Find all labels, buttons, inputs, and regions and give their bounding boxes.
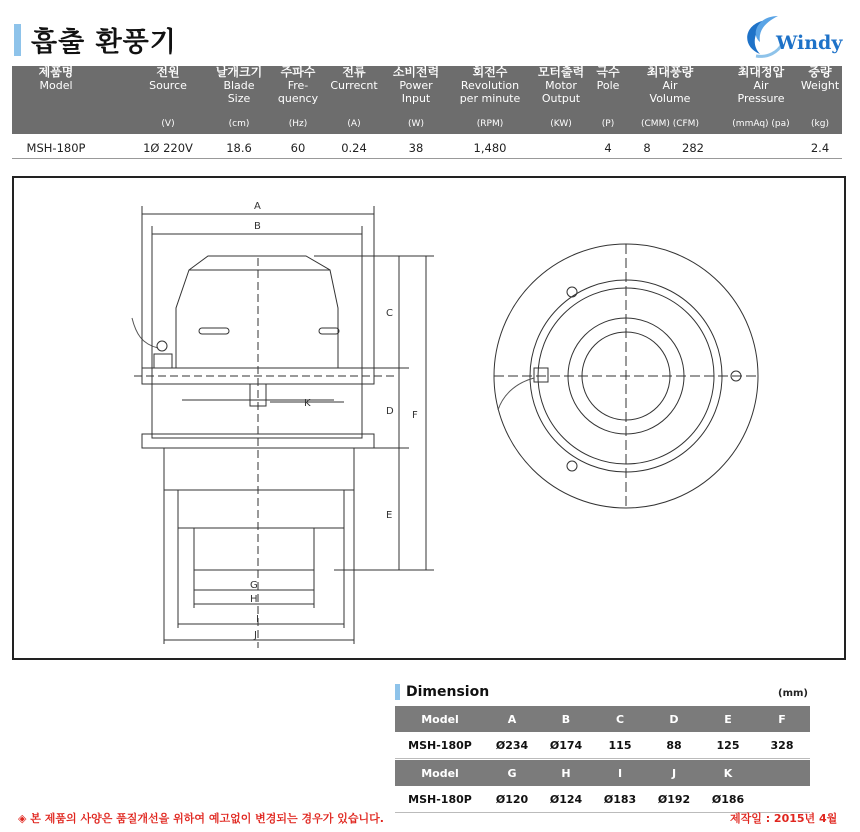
label-f: F bbox=[412, 410, 418, 421]
dim-head-cell: I bbox=[617, 767, 623, 780]
dimension-values-row-1 bbox=[395, 732, 810, 759]
dim-head-cell: H bbox=[561, 767, 571, 780]
dim-value-cell: Ø186 bbox=[711, 793, 745, 806]
dimension-values-row-2 bbox=[395, 786, 810, 813]
label-c: C bbox=[386, 308, 393, 319]
dim-value-cell: 328 bbox=[770, 739, 794, 752]
cell-blade: 18.6 bbox=[226, 141, 252, 155]
dim-value-cell: Ø183 bbox=[603, 793, 637, 806]
dim-value-cell: 125 bbox=[716, 739, 740, 752]
side-view bbox=[132, 256, 394, 648]
cell-cfm: 282 bbox=[682, 141, 704, 155]
drawing-canvas bbox=[14, 178, 848, 662]
dim-value-cell: 88 bbox=[666, 739, 682, 752]
page-title: 흡출 환풍기 bbox=[31, 27, 177, 58]
spec-change-notice: ◈ 본 제품의 사양은 품질개선을 위하여 예고없이 변경되는 경우가 있습니다. bbox=[18, 812, 384, 825]
cell-current: 0.24 bbox=[341, 141, 367, 155]
dim-value-cell: 115 bbox=[608, 739, 632, 752]
col-motor: 모터출력 Motor Output (KW) bbox=[537, 65, 585, 129]
col-rpm: 회전수 Revolution per minute (RPM) bbox=[459, 65, 521, 129]
technical-drawing bbox=[12, 176, 846, 660]
col-source: 전원 Source (V) bbox=[149, 65, 187, 129]
dimension-header-row-2 bbox=[395, 760, 810, 786]
spec-table-row bbox=[12, 136, 842, 159]
dim-head-cell: F bbox=[778, 713, 786, 726]
dim-head-cell: E bbox=[724, 713, 732, 726]
dim-value-cell: MSH-180P bbox=[408, 739, 472, 752]
dim-head-cell: A bbox=[507, 713, 517, 726]
label-e: E bbox=[386, 510, 393, 521]
label-d: D bbox=[386, 406, 394, 417]
title-accent-bar bbox=[14, 24, 21, 56]
label-k: K bbox=[304, 398, 311, 409]
dim-head-cell: B bbox=[561, 713, 571, 726]
brand-name: Windy bbox=[776, 32, 843, 54]
col-power: 소비전력 Power Input (W) bbox=[392, 65, 440, 129]
dim-value-cell: MSH-180P bbox=[408, 793, 472, 806]
dim-head-cell: Model bbox=[421, 767, 459, 780]
label-i: I bbox=[256, 614, 259, 625]
cell-model: MSH-180P bbox=[26, 141, 86, 155]
dim-head-cell: G bbox=[507, 767, 517, 780]
dimension-title: Dimension bbox=[406, 684, 490, 700]
dim-head-cell: C bbox=[615, 713, 625, 726]
cell-frequency: 60 bbox=[290, 141, 306, 155]
cell-cmm: 8 bbox=[643, 141, 651, 155]
label-h: H bbox=[250, 594, 258, 605]
title-bar bbox=[14, 20, 177, 59]
col-pole: 극수 Pole (P) bbox=[596, 65, 620, 129]
label-j: J bbox=[254, 630, 257, 641]
col-current: 전류 Currecnt (A) bbox=[330, 65, 378, 129]
dim-head-cell: Model bbox=[421, 713, 459, 726]
dimension-labels bbox=[250, 201, 418, 641]
label-b: B bbox=[254, 221, 261, 232]
dim-value-cell: Ø192 bbox=[657, 793, 691, 806]
dim-value-cell: Ø174 bbox=[549, 739, 583, 752]
brand-logo bbox=[738, 12, 850, 60]
dimension-accent-bar bbox=[395, 684, 400, 700]
dim-head-cell: K bbox=[723, 767, 733, 780]
cell-source: 1Ø 220V bbox=[143, 141, 193, 155]
cell-weight: 2.4 bbox=[810, 141, 830, 155]
col-air-volume: 최대풍량 Air Volume (CMM) (CFM) bbox=[641, 65, 699, 129]
dimension-header-row-1 bbox=[395, 706, 810, 732]
production-date: 제작일 : 2015년 4월 bbox=[730, 812, 838, 825]
cell-power: 38 bbox=[408, 141, 424, 155]
dim-value-cell: Ø234 bbox=[495, 739, 529, 752]
dim-head-cell: D bbox=[669, 713, 679, 726]
side-dimension-lines bbox=[142, 206, 434, 644]
col-weight: 중량 Weight (kg) bbox=[800, 65, 840, 129]
dim-value-cell: Ø124 bbox=[549, 793, 583, 806]
col-frequency: 주파수 Fre- quency (Hz) bbox=[277, 65, 319, 129]
dimension-title-wrap bbox=[395, 684, 489, 700]
dim-head-cell: J bbox=[671, 767, 677, 780]
dimension-unit: (mm) bbox=[778, 688, 808, 699]
top-view bbox=[494, 244, 758, 508]
col-blade: 날개크기 Blade Size (cm) bbox=[215, 65, 263, 129]
col-air-pressure: 최대정압 Air Pressure (mmAq) (pa) bbox=[732, 65, 790, 129]
col-model: 제품명 Model bbox=[38, 65, 74, 92]
cell-rpm: 1,480 bbox=[473, 141, 507, 155]
spec-table-header bbox=[12, 66, 842, 134]
label-g: G bbox=[250, 580, 258, 591]
dim-value-cell: Ø120 bbox=[495, 793, 529, 806]
cell-pole: 4 bbox=[604, 141, 612, 155]
label-a: A bbox=[254, 201, 261, 212]
